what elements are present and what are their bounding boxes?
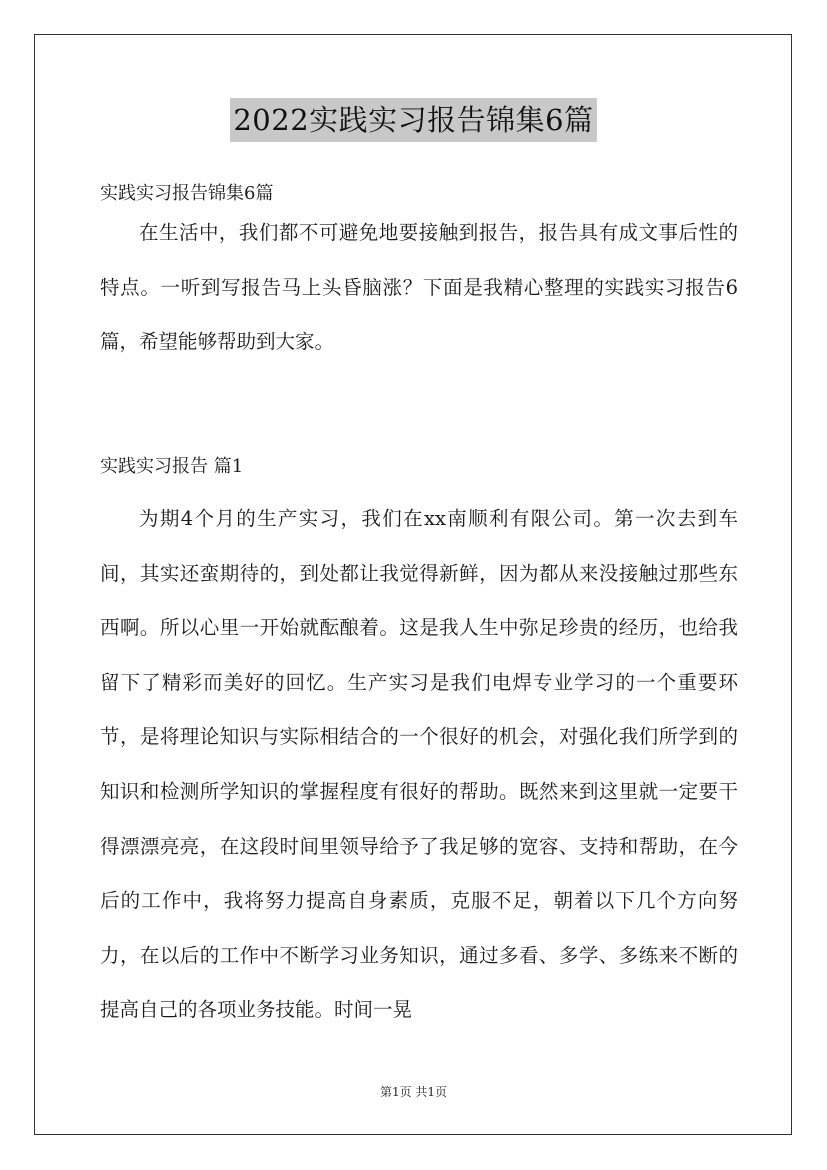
- title-container: [0, 98, 827, 142]
- page-footer: 第1页 共1页: [379, 1085, 448, 1099]
- section-heading: 实践实习报告 篇1: [100, 456, 244, 477]
- body-paragraph: 为期4个月的生产实习，我们在xx南顺利有限公司。第一次去到车间，其实还蛮期待的，到处都让我觉得新鲜，因为都从来没接触过那些东西啊。所以心里一开始就酝酿着。这是我人生中弥足珍贵的经历，也给我留下了精彩而美好的回忆。生产实习是我们电焊专业学习的一个重要环节，是将理论知识与实际相结合的一个很好的机会，对强化我们所学到的知识和检测所学知识的掌握程度有很好的帮助。既然来到这里就一定要干得漂漂亮亮，在这段时间里领导给予了我足够的宽容、支持和帮助，在今后的工作中，我将努力提高自身素质，克服不足，朝着以下几个方向努力，在以后的工作中不断学习业务知识，通过多看、多学、多练来不断的提高自己的各项业务技能。时间一晃: [100, 507, 738, 1022]
- document-subtitle: 实践实习报告锦集6篇: [100, 183, 274, 204]
- intro-paragraph: 在生活中，我们都不可避免地要接触到报告，报告具有成文事后性的特点。一听到写报告马上头昏脑涨？下面是我精心整理的实践实习报告6篇，希望能够帮助到大家。: [100, 221, 738, 354]
- document-title: 2022实践实习报告锦集6篇: [230, 98, 596, 142]
